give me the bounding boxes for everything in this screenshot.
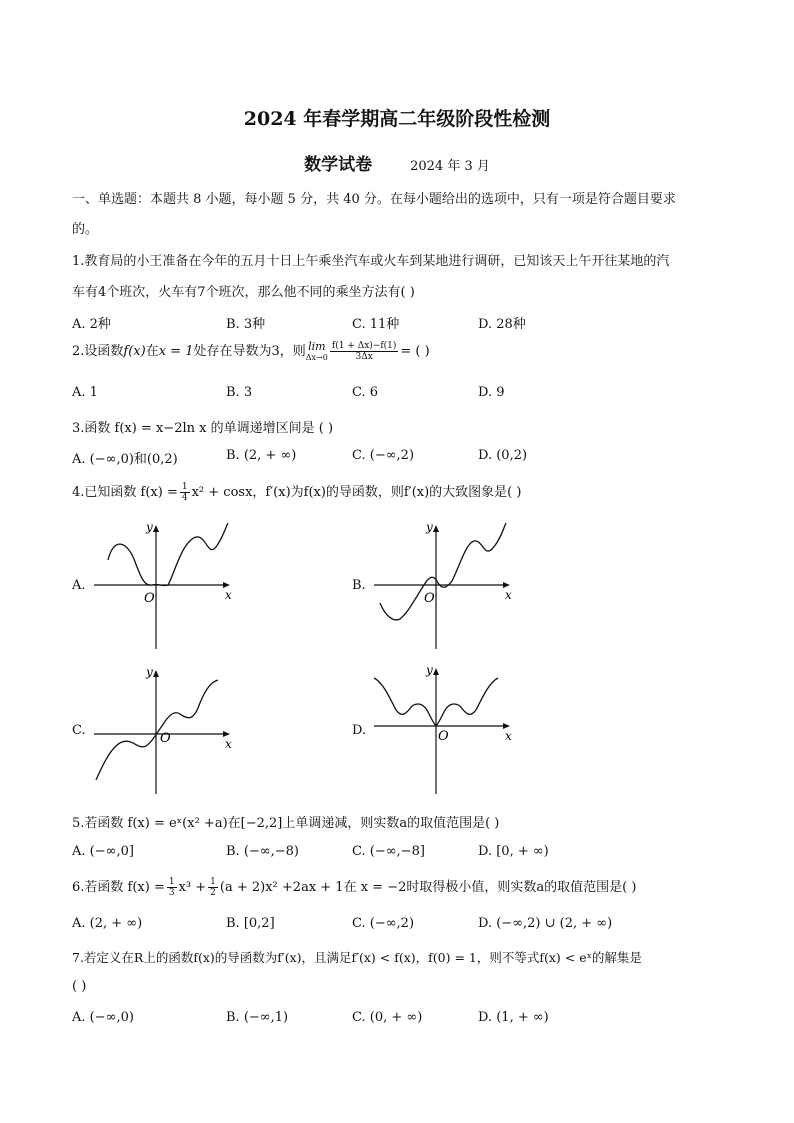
q2-option-b: B. 3 (226, 385, 253, 400)
q2-tail: = ( ) (400, 344, 430, 359)
question-1-line1: 1.教育局的小王准备在今年的五月十日上午乘坐汽车或火车到某地进行调研，已知该天上午开往某地的汽 (72, 254, 670, 269)
section-instructions-cont: 的。 (72, 222, 99, 237)
q1-option-b: B. 3种 (226, 317, 266, 332)
graph-b-y-arrow (433, 525, 439, 532)
question-5: 5.若函数 f(x) = eˣ(x² +a)在[−2,2]上单调递减，则实数a的取值范围是( ) (72, 816, 500, 831)
graph-c-origin: O (160, 731, 171, 746)
page-title: 2024 年春学期高二年级阶段性检测 (243, 108, 551, 130)
q2-fraction (330, 341, 399, 362)
exam-date: 2024 年 3 月 (410, 159, 490, 174)
graph-c-curve (96, 680, 218, 780)
q6-den2: 2 (210, 888, 216, 898)
q4-denominator: 4 (181, 493, 188, 503)
q2-mid2: 处存在导数为3，则 (193, 344, 306, 359)
graph-d (368, 660, 518, 800)
q6-fraction-1 (167, 877, 177, 898)
graph-a-x-label: x (225, 588, 232, 602)
graph-c-y-label: y (146, 665, 153, 679)
q4-fraction (180, 482, 190, 503)
graph-a-y-arrow (153, 525, 159, 532)
q2-numerator: f(1 + Δx)−f(1) (331, 341, 397, 351)
q5-option-b: B. (−∞,−8) (226, 844, 299, 859)
q3-option-d: D. (0,2) (478, 448, 528, 463)
q7-option-c: C. (0, + ∞) (352, 1010, 423, 1025)
q6-prefix: 6.若函数 f(x) = (72, 880, 165, 895)
graph-c-label: C. (72, 723, 86, 738)
graph-b-origin: O (424, 591, 435, 606)
q6-num1: 1 (168, 877, 175, 887)
q1-option-c: C. 11种 (352, 317, 400, 332)
graph-c (88, 660, 238, 800)
q6-option-b: B. [0,2] (226, 916, 275, 931)
q2-lim-sub: Δx→0 (305, 352, 328, 362)
q7-option-a: A. (−∞,0) (72, 1010, 134, 1025)
graph-d-x-label: x (505, 729, 512, 743)
graph-b-y-label: y (426, 520, 433, 534)
graph-b (368, 515, 518, 655)
graph-c-y-arrow (153, 670, 159, 677)
subtitle (0, 150, 794, 175)
q5-option-a: A. (−∞,0] (72, 844, 134, 859)
section-instructions: 一、单选题：本题共 8 小题，每小题 5 分，共 40 分。在每小题给出的选项中，只有一项是符合题目要求 (72, 192, 676, 207)
q7-option-b: B. (−∞,1) (226, 1010, 289, 1025)
question-2 (72, 340, 732, 363)
graph-d-y-arrow (433, 668, 439, 675)
q2-mid1: 在 (145, 344, 159, 359)
q6-option-c: C. (−∞,2) (352, 916, 415, 931)
graph-b-x-label: x (505, 588, 512, 602)
graph-d-label: D. (352, 723, 367, 738)
q2-denominator: 3Δx (355, 352, 373, 362)
graph-a (88, 515, 238, 655)
q2-prefix: 2.设函数 (72, 344, 124, 359)
graph-d-y-label: y (426, 663, 433, 677)
q3-option-c: C. (−∞,2) (352, 448, 415, 463)
q2-limit (306, 341, 328, 363)
q3-option-b: B. (2, + ∞) (226, 448, 297, 463)
q7-option-d: D. (1, + ∞) (478, 1010, 549, 1025)
q2-option-c: C. 6 (352, 385, 379, 400)
q6-den1: 3 (168, 888, 175, 898)
q6-option-d: D. (−∞,2) ∪ (2, + ∞) (478, 916, 613, 931)
q3-option-a: A. (−∞,0)和(0,2) (72, 452, 178, 467)
q4-tail: x² + cosx，f′(x)为f(x)的导函数，则f′(x)的大致图象是( ) (191, 485, 522, 500)
question-7-line2: ( ) (72, 979, 87, 994)
question-7-line1: 7.若定义在R上的函数f(x)的导函数为f′(x)，且满足f′(x) < f(x)，f(0) = 1，则不等式f(x) < eˣ的解集是 (72, 950, 642, 965)
graph-b-label: B. (352, 578, 366, 593)
question-3: 3.函数 f(x) = x−2ln x 的单调递增区间是 ( ) (72, 421, 334, 436)
q6-option-a: A. (2, + ∞) (72, 916, 143, 931)
q5-option-c: C. (−∞,−8] (352, 844, 425, 859)
q2-lim-word: lim (308, 339, 326, 353)
graph-c-x-label: x (225, 737, 232, 751)
graph-a-curve (108, 523, 228, 586)
subject-title: 数学试卷 (304, 155, 373, 175)
q2-option-d: D. 9 (478, 385, 505, 400)
graph-b-curve (380, 523, 506, 620)
graph-d-origin: O (438, 729, 449, 744)
q1-option-d: D. 28种 (478, 317, 526, 332)
q6-mid: x³ + (178, 880, 207, 895)
q6-tail: (a + 2)x² +2ax + 1在 x = −2时取得极小值，则实数a的取值范围是( ) (219, 880, 637, 895)
q6-num2: 1 (210, 877, 216, 887)
q4-prefix: 4.已知函数 f(x) = (72, 485, 178, 500)
question-6 (72, 876, 732, 898)
question-4 (72, 481, 732, 503)
q4-numerator: 1 (181, 482, 188, 492)
question-1-line2: 车有4个班次，火车有7个班次，那么他不同的乘坐方法有( ) (72, 285, 415, 300)
graph-a-label: A. (72, 578, 86, 593)
q2-option-a: A. 1 (72, 385, 98, 400)
q1-option-a: A. 2种 (72, 317, 111, 332)
q2-xeq: x = 1 (158, 344, 194, 359)
q5-option-d: D. [0, + ∞) (478, 844, 549, 859)
graph-a-y-label: y (146, 520, 153, 534)
q2-fx: f(x) (123, 344, 146, 359)
graph-a-origin: O (144, 591, 155, 606)
q6-fraction-2 (208, 877, 218, 898)
